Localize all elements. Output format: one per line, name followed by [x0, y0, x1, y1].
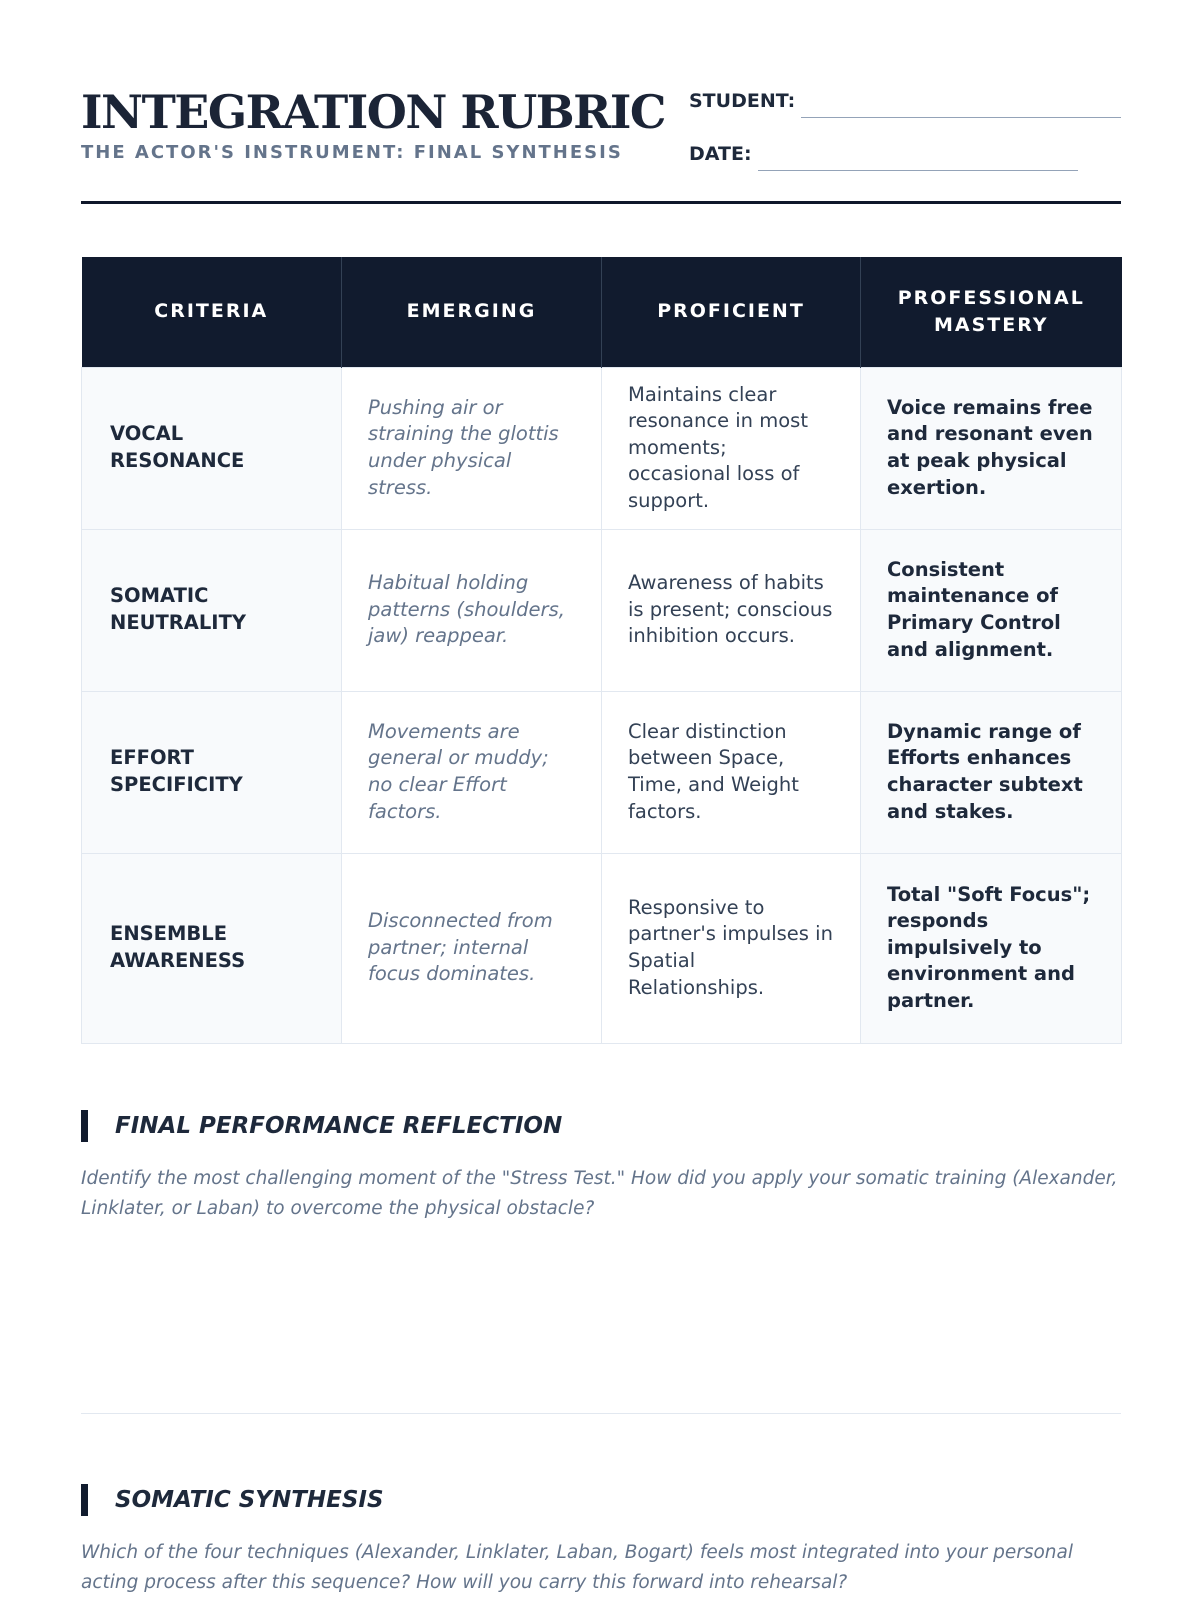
column-header-proficient: PROFICIENT [602, 257, 861, 367]
table-row [82, 853, 1122, 1043]
rubric-header-row [82, 257, 1122, 367]
criteria-cell: SOMATIC NEUTRALITY [82, 529, 342, 691]
column-header-criteria: CRITERIA [82, 257, 342, 367]
student-label: STUDENT: [689, 90, 796, 112]
section-accent-bar [81, 1110, 88, 1142]
criteria-cell: ENSEMBLE AWARENESS [82, 853, 342, 1043]
mastery-cell: Consistent maintenance of Primary Control and alignment. [861, 529, 1122, 691]
table-row [82, 529, 1122, 691]
reflection-title [81, 1110, 1121, 1142]
table-row [82, 691, 1122, 853]
proficient-cell: Clear distinction between Space, Time, and Weight factors. [602, 691, 861, 853]
mastery-cell: Voice remains free and resonant even at peak physical exertion. [861, 367, 1122, 529]
column-header-emerging: EMERGING [342, 257, 602, 367]
section-accent-bar [81, 1484, 88, 1516]
synthesis-section [81, 1484, 1121, 1598]
mastery-cell: Dynamic range of Efforts enhances character subtext and stakes. [861, 691, 1122, 853]
synthesis-title-text: SOMATIC SYNTHESIS [115, 1487, 384, 1513]
section-divider [81, 1413, 1121, 1414]
reflection-section [81, 1110, 1121, 1224]
page-subtitle: THE ACTOR'S INSTRUMENT: FINAL SYNTHESIS [81, 142, 623, 163]
emerging-cell: Disconnected from partner; internal focus dominates. [342, 853, 602, 1043]
table-row [82, 367, 1122, 529]
reflection-title-text: FINAL PERFORMANCE REFLECTION [115, 1113, 563, 1139]
synthesis-title [81, 1484, 1121, 1516]
proficient-cell: Responsive to partner's impulses in Spatial Relationships. [602, 853, 861, 1043]
column-header-mastery: PROFESSIONAL MASTERY [861, 257, 1122, 367]
date-label: DATE: [689, 143, 752, 165]
criteria-cell: VOCAL RESONANCE [82, 367, 342, 529]
emerging-cell: Habitual holding patterns (shoulders, jaw) reappear. [342, 529, 602, 691]
proficient-cell: Awareness of habits is present; conscious inhibition occurs. [602, 529, 861, 691]
mastery-cell: Total "Soft Focus"; responds impulsively to environment and partner. [861, 853, 1122, 1043]
student-field[interactable] [801, 116, 1121, 118]
document-header [81, 82, 1121, 204]
page-title: INTEGRATION RUBRIC [81, 85, 666, 139]
emerging-cell: Pushing air or straining the glottis under physical stress. [342, 367, 602, 529]
reflection-prompt: Identify the most challenging moment of the "Stress Test." How did you apply your somatic training (Alexander, Linklater, or Laban) to overcome the physical obstacle? [81, 1168, 1118, 1219]
date-field[interactable] [758, 169, 1078, 171]
emerging-cell: Movements are general or muddy; no clear Effort factors. [342, 691, 602, 853]
synthesis-prompt: Which of the four techniques (Alexander, Linklater, Laban, Bogart) feels most integrated into your personal acting process after this sequence? How will you carry this forward into rehearsal? [81, 1542, 1073, 1593]
rubric-table [81, 257, 1122, 1044]
criteria-cell: EFFORT SPECIFICITY [82, 691, 342, 853]
proficient-cell: Maintains clear resonance in most moments; occasional loss of support. [602, 367, 861, 529]
